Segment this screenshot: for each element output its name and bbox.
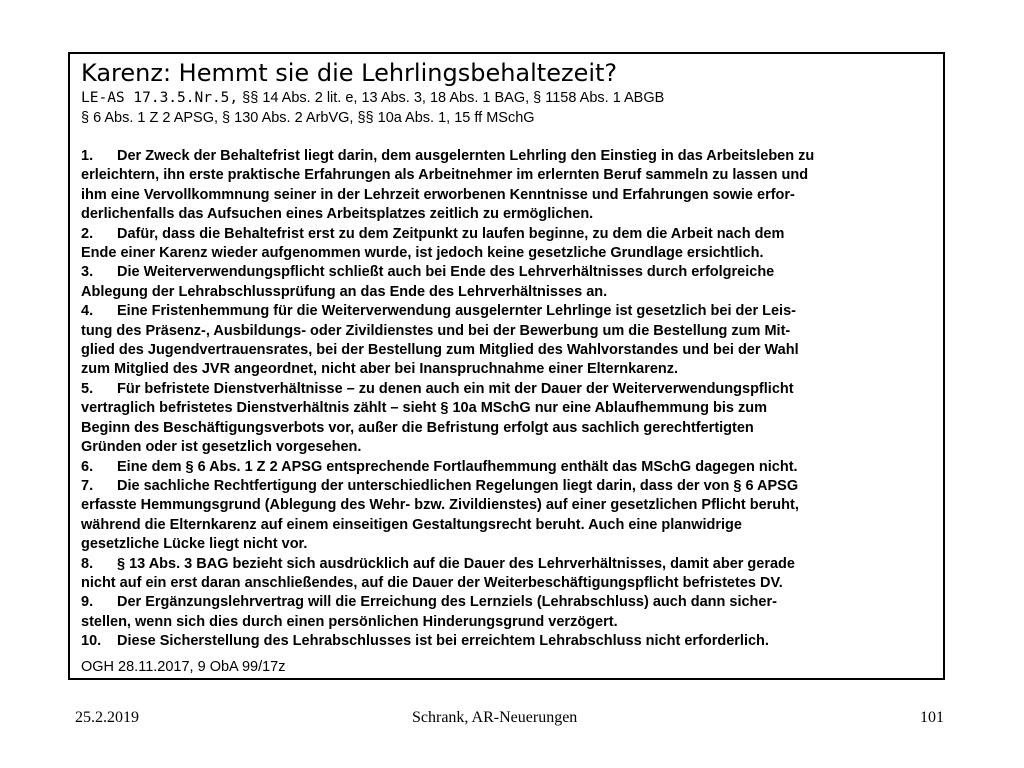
list-item-number: 1. [81, 148, 94, 164]
list-item-text: Ablegung der Lehrabschlussprüfung an das Ende des Lehrverhältnisses an. [81, 283, 608, 300]
list-item-text: Für befristete Dienstverhältnisse – zu denen auch ein mit der Dauer der Weiterverwendungspflicht [117, 380, 794, 397]
list-item-text: Eine Fristenhemmung für die Weiterverwendung ausgelernter Lehrlinge ist gesetzlich bei der Leis- [117, 303, 796, 320]
list-item-line [81, 419, 933, 438]
spacer [81, 128, 933, 147]
list-item-text: gesetzliche Lücke liegt nicht vor. [81, 536, 308, 553]
list-item-line [81, 263, 933, 282]
list-item-line [81, 147, 933, 166]
list-item-number: 2. [81, 225, 94, 242]
list-item-line [81, 283, 933, 302]
numbered-list [81, 147, 933, 652]
list-item-text: erfasste Hemmungsgrund (Ablegung des Wehr- bzw. Zivildienstes) auf einer gesetzlichen Pflicht beruht, [81, 497, 799, 514]
list-item-text: tung des Präsenz-, Ausbildungs- oder Zivildienstes und bei der Bewerbung um die Bestellung zum Mit- [81, 322, 791, 339]
list-item-line [81, 632, 933, 651]
legal-references-line-2: § 6 Abs. 1 Z 2 APSG, § 130 Abs. 2 ArbVG, §§ 10a Abs. 1, 15 ff MSchG [81, 110, 535, 126]
slide-title: Karenz: Hemmt sie die Lehrlingsbehaltezeit? [81, 59, 618, 87]
list-item-text: Der Ergänzungslehrvertrag will die Erreichung des Lernziels (Lehrabschluss) auch dann sicher- [117, 594, 777, 611]
footer-page-number: 101 [920, 709, 944, 726]
list-item-text: Dafür, dass die Behaltefrist erst zu dem Zeitpunkt zu laufen beginne, zu dem die Arbeit nach dem [117, 225, 785, 242]
list-item-line [81, 399, 933, 418]
references-text: §§ 14 Abs. 2 lit. e, 13 Abs. 3, 18 Abs. 1 BAG, § 1158 Abs. 1 ABGB [238, 90, 665, 106]
list-item-line [81, 322, 933, 341]
list-item-text: Die sachliche Rechtfertigung der unterschiedlichen Regelungen liegt darin, dass der von § 6 APSG [117, 477, 799, 494]
list-item-text: erleichtern, ihn erste praktische Erfahrungen als Arbeitnehmer im erlernten Beruf sammeln zu lassen und [81, 167, 809, 184]
list-item-text: zum Mitglied des JVR angeordnet, nicht aber bei Inanspruchnahme einer Elternkarenz. [81, 361, 679, 378]
list-item-text: während die Elternkarenz auf einem einseitigen Gestaltungsrecht beruht. Auch eine planwidrige [81, 516, 742, 533]
list-item-text: Beginn des Beschäftigungsverbots vor, außer die Befristung erfolgt aus sachlich gerechtfertigten [81, 419, 754, 436]
list-item-line [81, 535, 933, 554]
list-item-number: 10. [81, 633, 102, 650]
list-item-line [81, 205, 933, 224]
list-item-text: stellen, wenn sich dies durch einen persönlichen Hinderungsgrund verzögert. [81, 613, 618, 630]
footer-author-title: Schrank, AR-Neuerungen [412, 709, 578, 726]
list-item-line [81, 516, 933, 535]
list-item-text: Eine dem § 6 Abs. 1 Z 2 APSG entsprechende Fortlaufhemmung enthält das MSchG dagegen nicht. [117, 458, 798, 475]
list-item-text: Gründen oder ist gesetzlich vorgesehen. [81, 439, 362, 456]
list-item-number: 7. [81, 477, 94, 494]
list-item-text: nicht auf ein erst daran anschließendes, auf die Dauer der Weiterbeschäftigungspflicht befristetes DV. [81, 574, 783, 591]
list-item-line [81, 166, 933, 185]
list-item-text: Der Zweck der Behaltefrist liegt darin, dem ausgelernten Lehrling den Einstieg in das Arbeitsleben zu [117, 148, 815, 164]
list-item-line [81, 341, 933, 360]
list-item-line [81, 613, 933, 632]
list-item-number: 9. [81, 594, 94, 611]
list-item-number: 8. [81, 555, 94, 572]
list-item-line [81, 380, 933, 399]
list-item-number: 4. [81, 303, 94, 320]
legal-references-line-1 [81, 88, 933, 108]
list-item-line [81, 225, 933, 244]
list-item-text: glied des Jugendvertrauensrates, bei der Bestellung zum Mitglied des Wahlvorstandes und bei der Wahl [81, 342, 799, 359]
list-item-text: Die Weiterverwendungspflicht schließt auch bei Ende des Lehrverhältnisses durch erfolgreiche [117, 264, 775, 281]
list-item-line [81, 438, 933, 457]
list-item-line [81, 244, 933, 263]
list-item-line [81, 186, 933, 205]
list-item-text: § 13 Abs. 3 BAG bezieht sich ausdrücklich auf die Dauer des Lehrverhältnisses, damit aber gerade [117, 555, 795, 572]
court-citation: OGH 28.11.2017, 9 ObA 99/17z [81, 658, 286, 675]
list-item-text: vertraglich befristetes Dienstverhältnis zählt – sieht § 10a MSchG nur eine Ablaufhemmung bis zum [81, 400, 767, 417]
list-item-line [81, 360, 933, 379]
references-prefix: LE-AS 17.3.5.Nr.5, [81, 90, 239, 106]
list-item-text: Ende einer Karenz wieder aufgenommen wurde, ist jedoch keine gesetzliche Grundlage ersichtlich. [81, 245, 764, 262]
list-item-text: ihm eine Vervollkommnung seiner in der Lehrzeit erworbenen Kenntnisse und Erfahrungen sowie erfor- [81, 186, 795, 203]
list-item-number: 5. [81, 380, 94, 397]
list-item-text: derlichenfalls das Aufsuchen eines Arbeitsplatzes zeitlich zu ermöglichen. [81, 206, 594, 223]
list-item-line [81, 574, 933, 593]
list-item-line [81, 302, 933, 321]
content-box [68, 52, 945, 680]
list-item-number: 6. [81, 458, 94, 475]
list-item-number: 3. [81, 264, 94, 281]
list-item-line [81, 555, 933, 574]
footer-date: 25.2.2019 [75, 709, 139, 726]
list-item-text: Diese Sicherstellung des Lehrabschlusses ist bei erreichtem Lehrabschluss nicht erforderlich. [117, 633, 769, 650]
list-item-line [81, 496, 933, 515]
list-item-line [81, 593, 933, 612]
list-item-line [81, 477, 933, 496]
list-item-line [81, 458, 933, 477]
